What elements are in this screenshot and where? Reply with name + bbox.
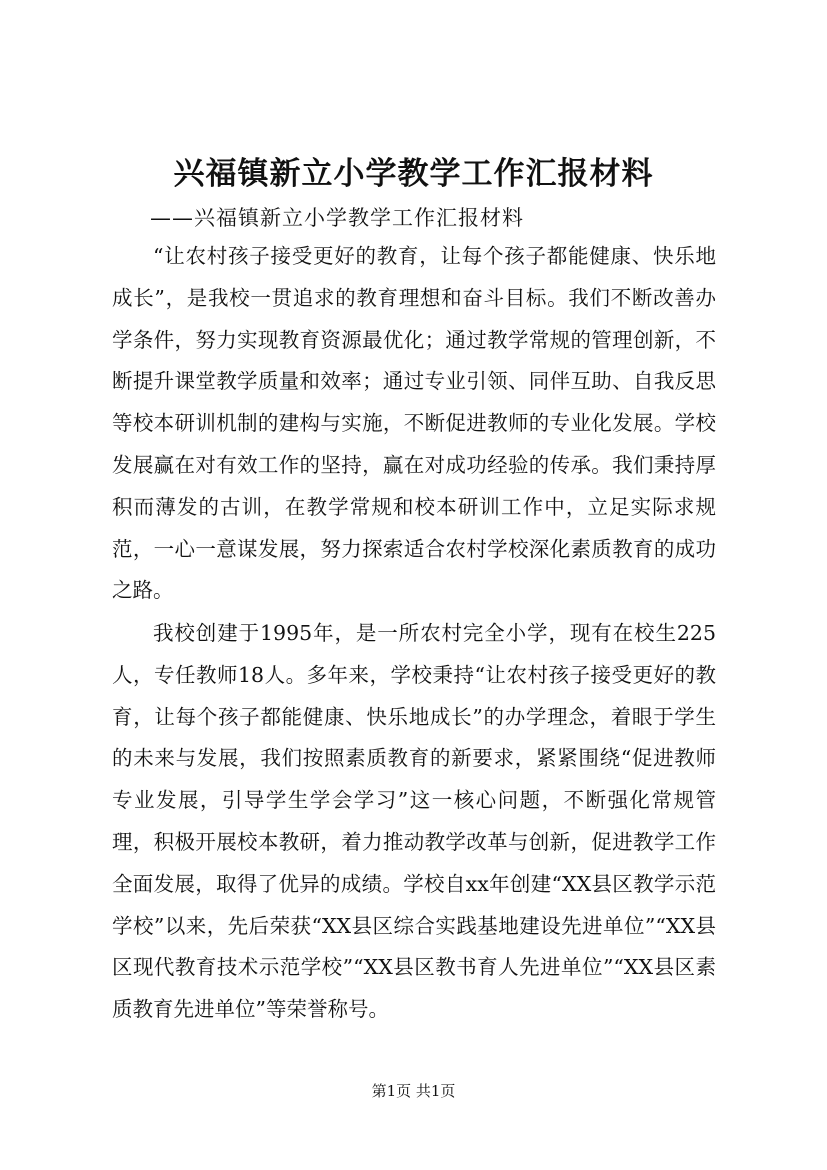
document-subtitle: ——兴福镇新立小学教学工作汇报材料: [150, 206, 524, 230]
body-paragraph-2: 我校创建于1995年，是一所农村完全小学，现有在校生225人，专任教师18人。多年来，学校秉持“让农村孩子接受更好的教育，让每个孩子都能健康、快乐地成长”的办学理念，着眼于学生的未来与发展，我们按照素质教育的新要求，紧紧围绕“促进教师专业发展，引导学生学会学习”这一核心问题，不断强化常规管理，积极开展校本教研，着力推动教学改革与创新，促进教学工作全面发展，取得了优异的成绩。学校自xx年创建“XX县区教学示范学校”以来，先后荣获“XX县区综合实践基地建设先进单位”“XX县区现代教育技术示范学校”“XX县区教书育人先进单位”“XX县区素质教育先进单位”等荣誉称号。: [112, 621, 716, 1022]
body-paragraph-1: “让农村孩子接受更好的教育，让每个孩子都能健康、快乐地成长”，是我校一贯追求的教育理想和奋斗目标。我们不断改善办学条件，努力实现教育资源最优化；通过教学常规的管理创新，不断提升课堂教学质量和效率；通过专业引领、同伴互助、自我反思等校本研训机制的建构与实施，不断促进教师的专业化发展。学校发展赢在对有效工作的坚持，赢在对成功经验的传承。我们秉持厚积而薄发的古训，在教学常规和校本研训工作中，立足实际求规范，一心一意谋发展，努力探索适合农村学校深化素质教育的成功之路。: [112, 244, 716, 603]
document-title: 兴福镇新立小学教学工作汇报材料: [173, 156, 654, 192]
page-footer: 第1页 共1页: [371, 1082, 456, 1100]
